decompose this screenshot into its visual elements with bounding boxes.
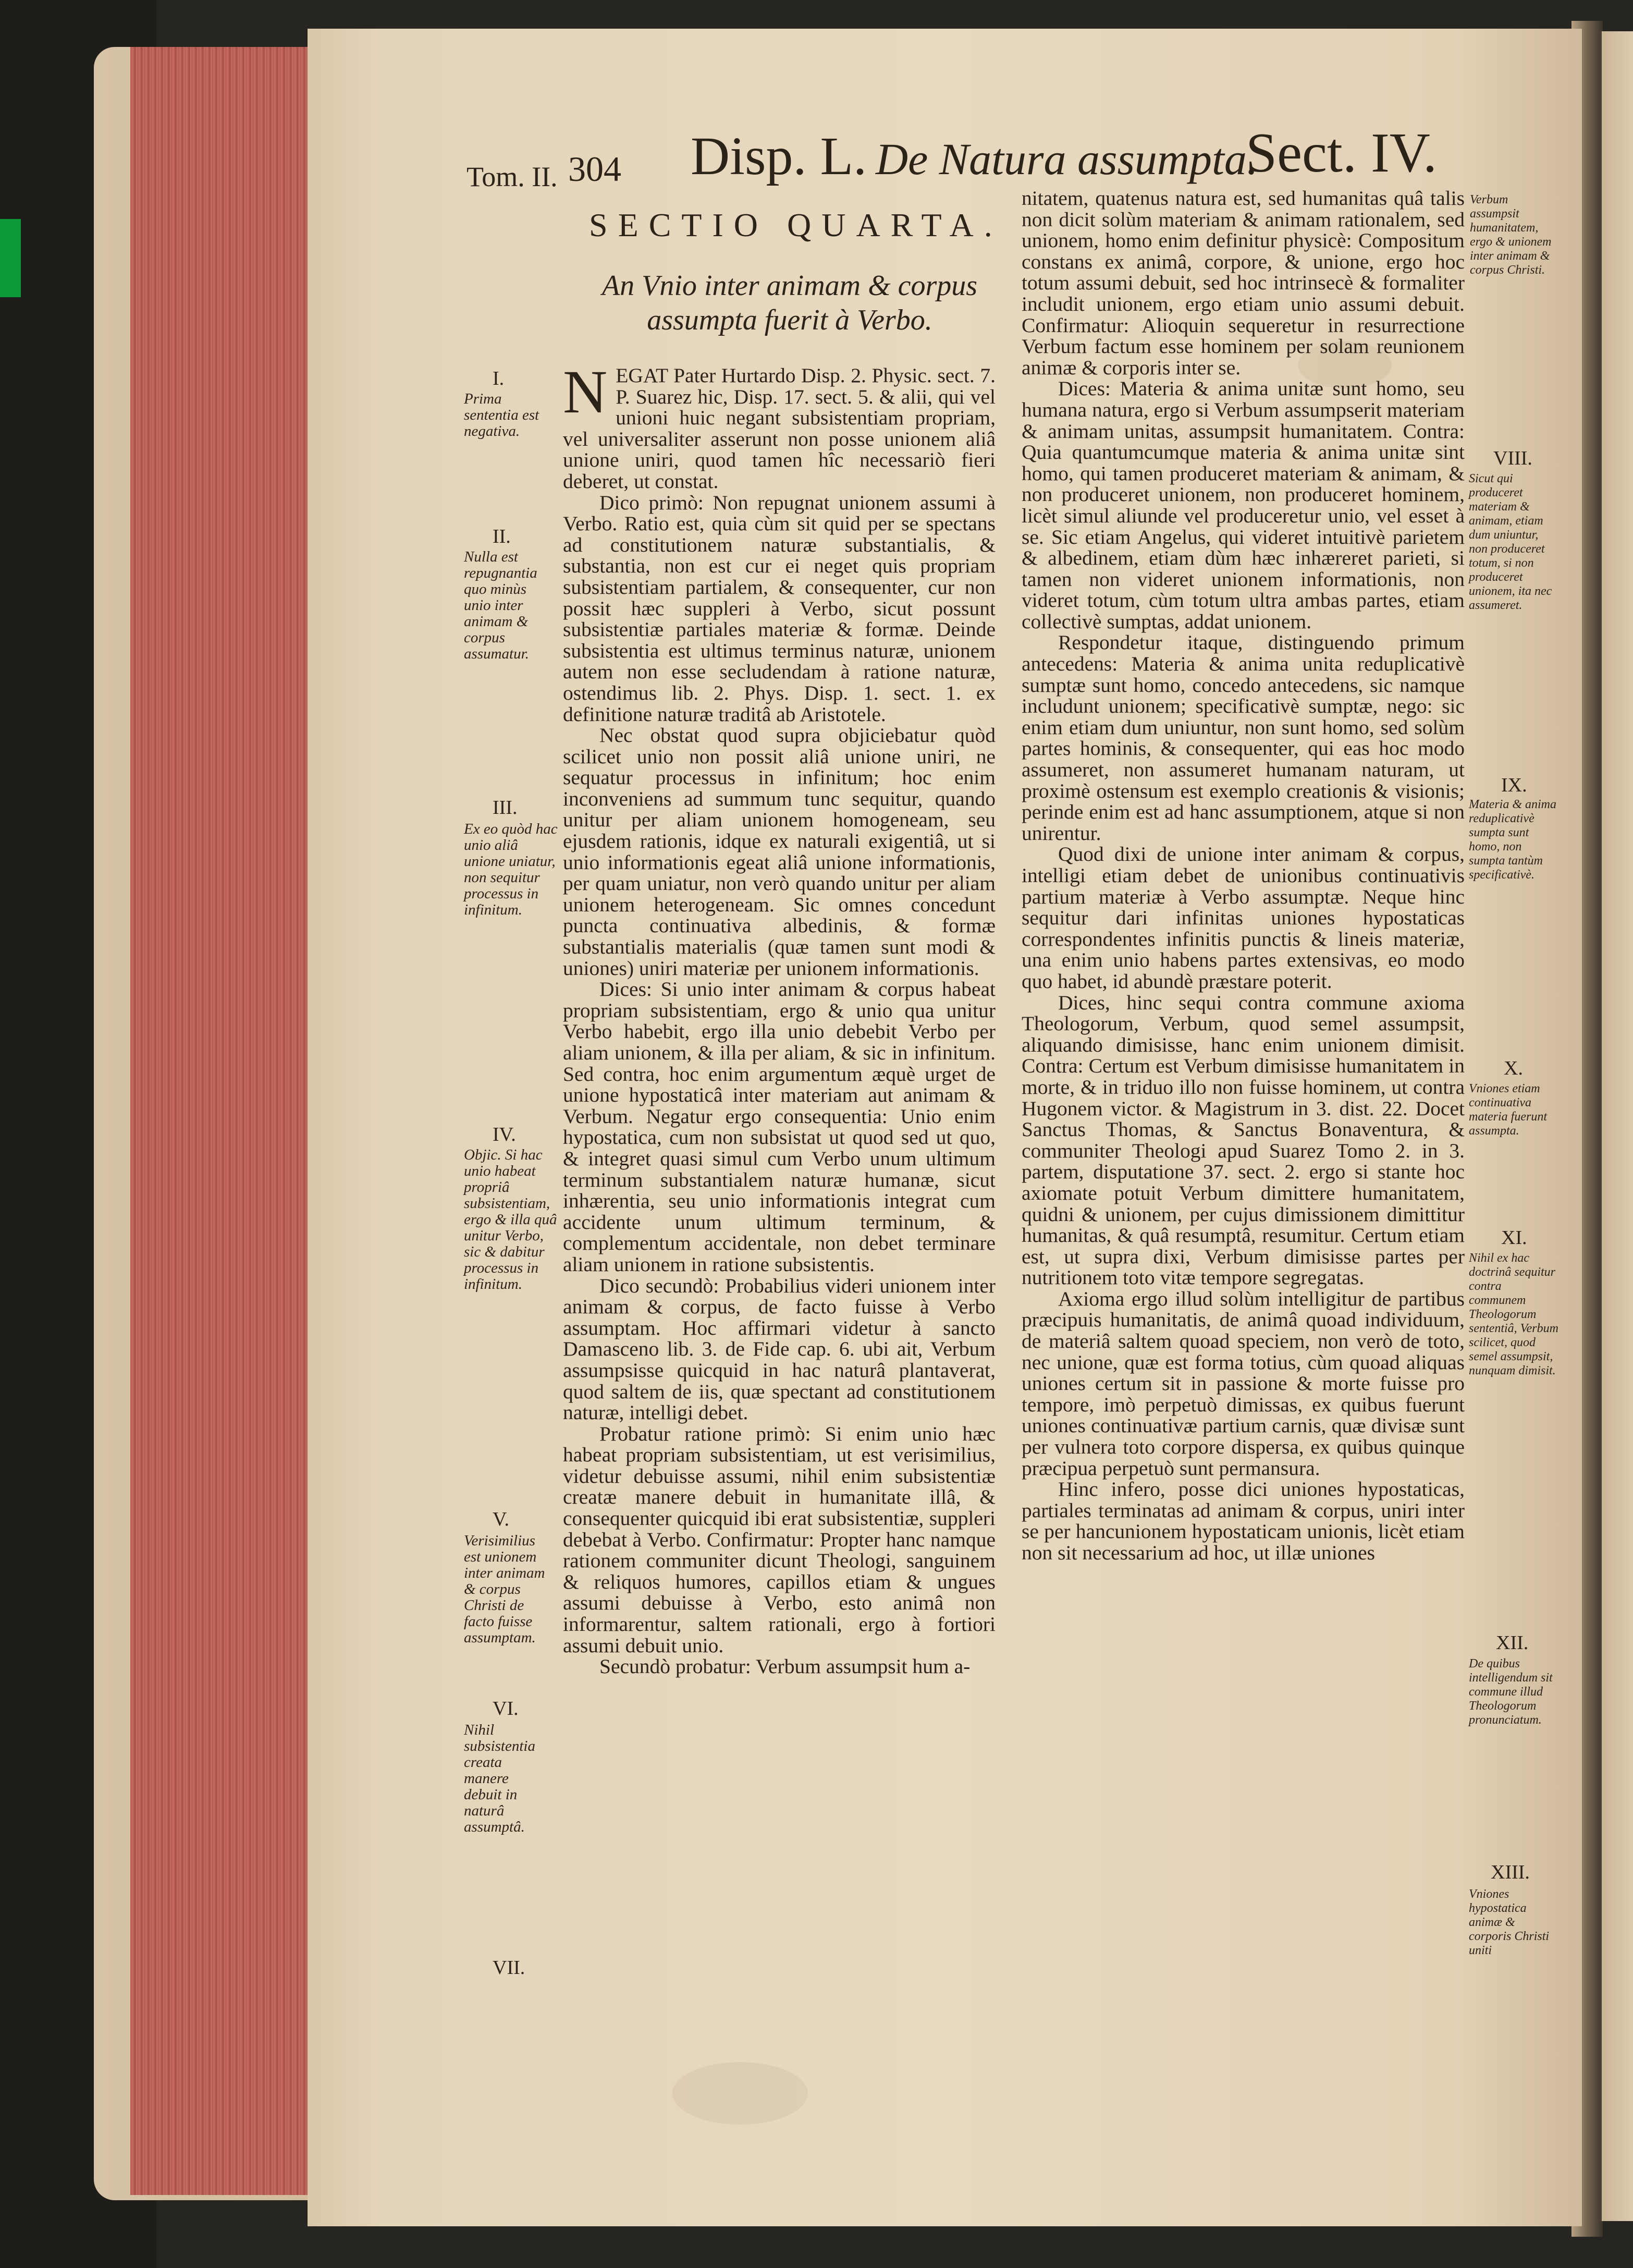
paragraph: Probatur ratione primò: Si enim unio hæc habeat propriam subsistentiam, ut est verisimilius, videtur debuisse assumi, nihil enim subsistentiæ creatæ manere debuit in humanitate illâ, & consequenter quicquid ibi erat subsistentiæ, suppleri debebat à Verbo. Confirmatur: Propter hanc namque rationem communiter dicunt Theologi, sanguinem & reliquos humores, capillos etiam & ungues assumi debuisse à Verbo, esto animâ non informarentur, saltem rationali, ergo à fortiori assumi debuit unio. bbox=[563, 1422, 996, 1657]
margin-note: Verbum assumpsit humanitatem, ergo & unionem inter animam & corpus Christi. bbox=[1470, 193, 1552, 277]
page-fore-edge bbox=[130, 47, 315, 2195]
margin-number: VI. bbox=[493, 1698, 519, 1720]
margin-note: De quibus intelligendum sit commune illud Theologorum pronunciatum. bbox=[1469, 1657, 1553, 1727]
margin-note: Vniones hypostatica animæ & corporis Christi uniti bbox=[1469, 1887, 1550, 1957]
margin-number: X. bbox=[1504, 1057, 1523, 1079]
paragraph: Dices: Si unio inter animam & corpus habeat propriam subsistentiam, ergo & unio qua unitur Verbo habebit, ergo illa unio debebit Verbo per aliam unionem, & illa per aliam, & sic in infinitum. Sed contra, hoc enim argumentum æquè urget de unione hypostaticâ inter materiam aut animam & Verbum. Negatur ergo consequentia: Unio enim hypostatica, cum non subsistat ut quod sed ut quo, & integret quasi simul cum Verbo unum ultimum terminum substantialem naturæ humanæ, sicut inhærentia, seu unio informationis integrat cum accidente unum ultimum terminum, & complementum accidentale, non debet terminare aliam unionem in ratione subsistentis. bbox=[563, 978, 996, 1276]
paragraph: Secundò probatur: Verbum assumpsit hum a- bbox=[599, 1655, 971, 1678]
margin-note: Objic. Si hac unio habeat propriâ subsistentiam, ergo & illa quâ unitur Verbo, sic & dabitur processus in infinitum. bbox=[464, 1147, 557, 1292]
page-stain bbox=[672, 2062, 808, 2125]
right-text-column bbox=[1022, 188, 1465, 1564]
drop-capital: N bbox=[563, 358, 608, 426]
margin-number: VIII. bbox=[1493, 447, 1532, 469]
scan-marker bbox=[0, 219, 21, 297]
margin-number: II. bbox=[493, 526, 511, 547]
margin-note: Nihil ex hac doctrinâ sequitur contra communem Theologorum sententiâ, Verbum scilicet, quod semel assumpsit, nunquam dimisit. bbox=[1469, 1251, 1558, 1377]
facing-page-edge bbox=[1600, 31, 1633, 2221]
margin-number: IX. bbox=[1501, 774, 1527, 796]
margin-number: XIII. bbox=[1491, 1861, 1530, 1883]
page-number: 304 bbox=[568, 149, 621, 189]
paragraph: Respondetur itaque, distinguendo primum antecedens: Materia & anima unita reduplicativè sumptæ sunt homo, concedo antecedens, sic namque includunt unionem; specificativè sumptæ, nego: sic enim etiam dum uniuntur, non sunt homo, sed solùm partes hominis, & consequenter, qui eas hoc modo assumeret, non assumeret humanam naturam, ut proximè ostensum est exemplo creationis & visionis; perinde enim est ad hanc assumptionem, atque si non unirentur. bbox=[1022, 631, 1465, 845]
paragraph: Nec obstat quod supra objiciebatur quòd scilicet unio non possit aliâ unione uniri, ne sequatur processus in infinitum; hoc enim inconveniens ad summum tunc sequitur, quando unitur per aliam unionem homogeneam, seu ejusdem rationis, idque ex naturali exigentiâ, ut si unio informationis egeat aliâ unione informationis, per quam uniatur, non verò quando unitur per aliam unionem heterogeneam. Sic omnes concedunt puncta continuativa albedinis, & formæ substantialis materialis (quæ tamen sunt modi & uniones) uniri materiæ per unionem informationis. bbox=[563, 724, 996, 980]
margin-number: IV. bbox=[493, 1124, 516, 1145]
margin-note: Vniones etiam continuativa materia fuerunt assumpta. bbox=[1469, 1082, 1547, 1138]
margin-number: III. bbox=[493, 797, 518, 819]
running-head-section: Sect. IV. bbox=[1246, 122, 1437, 184]
paragraph-text: EGAT Pater Hurtardo Disp. 2. Physic. sect. 7. P. Suarez hic, Disp. 17. sect. 5. & alii, qui vel unioni huic negant subsistentiam propriam, vel universaliter asserunt non posse unionem aliâ unione uniri, quod tamen hîc necessariò fieri deberet, ut constat. bbox=[563, 364, 996, 493]
section-question: An Vnio inter animam & corpus assumpta fuerit à Verbo. bbox=[601, 270, 978, 336]
section-title: SECTIO QUARTA. bbox=[589, 206, 1003, 243]
running-head-subject: De Natura assumpta. bbox=[876, 134, 1258, 184]
margin-number: VII. bbox=[493, 1957, 525, 1979]
paragraph: Dico primò: Non repugnat unionem assumi à Verbo. Ratio est, quia cùm sit quid per se spectans ad constitutionem naturæ substantialis, & substantia, non est cur ei neget quis propriam subsistentiam partialem, & consequenter, cur non possit hæc suppleri à Verbo, sicut possunt subsistentiæ partiales materiæ & formæ. Deinde subsistentia est ultimus terminus naturæ, unionem autem non esse secludendam à ratione naturæ, ostendimus lib. 2. Phys. Disp. 1. sect. 1. ex definitione naturæ traditâ ab Aristotele. bbox=[563, 491, 996, 726]
running-head-disputation: Disp. L. bbox=[691, 126, 867, 186]
margin-note: Ex eo quòd hac unio aliâ unione uniatur, non sequitur processus in infinitum. bbox=[464, 821, 558, 918]
margin-number: XII. bbox=[1496, 1632, 1529, 1654]
paragraph: Dico secundò: Probabilius videri unionem inter animam & corpus, de facto fuisse à Verbo assumptam. Hoc affirmari videtur à sancto Damasceno lib. 3. de Fide cap. 6. ubi ait, Verbum assumpsisse quicquid in hac naturâ plantaverat, quod saltem de iis, quæ spectant ad constitutionem naturæ, intelligi debet. bbox=[563, 1274, 996, 1424]
paragraph: Dices: Materia & anima unitæ sunt homo, seu humana natura, ergo si Verbum assumpserit materiam & animam unitas, assumpsit humanitatem. Contra: Quia quantumcumque materia & anima unitæ sint homo, qui tamen produceret materiam & animam, & non produceret unionem, non produceret hominem, licèt simul aliunde vel produceretur unio, vel esset à se. Sic etiam Angelus, qui videret intuitivè parietem & albedinem, etiam dùm hæc inhæreret parieti, si tamen non videret unionem informationis, non videret totum, cùm totum ultra ambas partes, etiam collectivè sumptas, addat unionem. bbox=[1022, 377, 1465, 633]
margin-note: Prima sententia est negativa. bbox=[464, 391, 539, 440]
paragraph: nitatem, quatenus natura est, sed humanitas quâ talis non dicit solùm materiam & animam rationalem, sed unionem, homo enim definitur physicè: Compositum constans ex animâ, corpore, & unione, ergo hoc totum assumi debuit, sed hoc intrinsecè & formaliter includit unionem, ergo etiam unio assumi debuit. Confirmatur: Alioquin sequeretur in resurrectione Verbum factum esse hominem per solam reunionem animæ & corporis inter se. bbox=[1022, 187, 1465, 379]
margin-note: Materia & anima reduplicativè sumpta sunt homo, non sumpta tantùm specificativè. bbox=[1469, 798, 1556, 882]
margin-number: I. bbox=[493, 368, 505, 389]
paragraph bbox=[563, 358, 996, 493]
running-head-tome: Tom. II. bbox=[466, 161, 558, 192]
margin-note: Nulla est repugnantia quo minùs unio inter animam & corpus assumatur. bbox=[464, 548, 537, 662]
paragraph: Hinc infero, posse dici uniones hypostaticas, partiales terminatas ad animam & corpus, uniri inter se per hancunionem hypostaticam unionis, licèt etiam non sit necessarium ad hoc, ut illæ uniones bbox=[1022, 1478, 1465, 1564]
left-text-column bbox=[563, 358, 996, 1678]
paragraph: Axioma ergo illud solùm intelligitur de partibus præcipuis humanitatis, de animâ quoad individuum, de materiâ saltem quoad speciem, non verò de toto, nec unione, quæ est forma totius, cùm quoad aliquas uniones certum sit in passione & morte fuisse pro tempore, imò perpetuò dimissas, ex quibus fuerunt uniones continuativæ partium carnis, quæ divisæ sunt per vulnera toto corpore dispersa, ex quibus quinque præcipua perpetuò sunt permansura. bbox=[1022, 1287, 1465, 1480]
paragraph: Quod dixi de unione inter animam & corpus, intelligi etiam debet de unionibus continuativis partium materiæ à Verbo assumptæ. Neque hinc sequitur dari infinitas uniones hypostaticas correspondentes infinitis punctis & lineis materiæ, una enim unio habens partes extensivas, eo modo quo habet, id abundè præstare poterit. bbox=[1022, 843, 1465, 993]
margin-note: Sicut qui produceret materiam & animam, etiam dum uniuntur, non produceret totum, si non produceret unionem, ita nec assumeret. bbox=[1469, 472, 1552, 612]
margin-number: V. bbox=[493, 1508, 510, 1530]
margin-number: XI. bbox=[1501, 1227, 1527, 1249]
paragraph: Dices, hinc sequi contra commune axioma Theologorum, Verbum, quod semel assumpsit, aliquando dimisisse, hanc enim unionem dimisit. Contra: Certum est Verbum dimisisse humanitatem in morte, & in triduo illo non fuisse hominem, ut contra Hugonem victor. & Magistrum in 3. dist. 22. Docet Sanctus Thomas, & Sanctus Bonaventura, & communiter Theologi apud Suarez Tomo 2. in 3. partem, disputatione 37. sect. 2. ergo si stante hoc axiomate potuit Verbum dimittere humanitatem, quidni & unionem, per cujus dimissionem dimittitur humanitas, & quâ resumptâ, resumitur. Certum etiam est, ut supra dixi, Verbum dimisisse partes per nutritionem toto vitæ tempore segregatas. bbox=[1022, 991, 1465, 1289]
margin-note: Nihil subsistentia creata manere debuit in naturâ assumptâ. bbox=[464, 1722, 535, 1835]
margin-note: Verisimilius est unionem inter animam & corpus Christi de facto fuisse assumptam. bbox=[464, 1532, 545, 1646]
